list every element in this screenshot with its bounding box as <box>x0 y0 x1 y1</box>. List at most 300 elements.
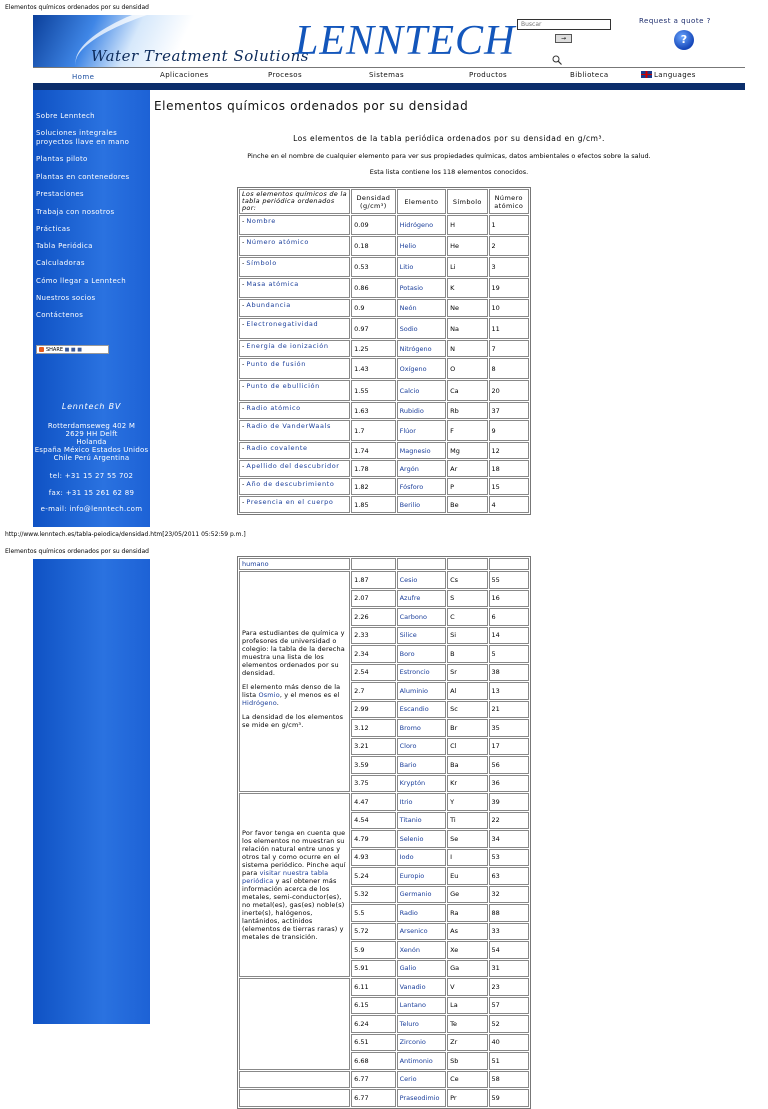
symbol-cell: Ca <box>447 380 487 401</box>
symbol-cell: K <box>447 278 487 298</box>
sort-option[interactable]: - Punto de fusión <box>239 358 350 379</box>
element-cell[interactable] <box>397 849 447 867</box>
element-cell[interactable] <box>397 496 447 513</box>
sort-option-link[interactable]: Punto de fusión <box>246 360 306 368</box>
number-cell: 35 <box>489 719 529 737</box>
density-cell: 2.33 <box>351 627 395 645</box>
email-label: e-mail: <box>40 505 67 513</box>
number-cell: 34 <box>489 830 529 848</box>
intro-instructions: Pinche en el nombre de cualquier elemento para ver sus propiedades químicas, datos ambientales o efectos sobre la salud. <box>247 152 651 160</box>
sort-option[interactable]: - Electronegatividad <box>239 318 350 339</box>
company-tel: tel: +31 15 27 55 702 <box>49 472 134 480</box>
density-cell: 6.77 <box>351 1071 395 1089</box>
print-footer-url: http://www.lenntech.es/tabla-peiodica/densidad.htm[23/05/2011 05:52:59 p.m.] <box>5 531 246 538</box>
element-cell-link[interactable]: Cesio <box>399 575 418 584</box>
table-row <box>239 402 529 419</box>
symbol-cell: C <box>447 608 487 626</box>
element-cell-link[interactable]: Teluro <box>399 1019 419 1028</box>
table-header-row <box>239 189 529 214</box>
sort-option[interactable]: - Abundancia <box>239 299 350 317</box>
symbol-cell: Ne <box>447 299 487 317</box>
density-cell: 2.34 <box>351 645 395 663</box>
element-cell-link[interactable]: Bromo <box>399 723 421 732</box>
search-input[interactable] <box>517 19 611 30</box>
symbol-cell: Mg <box>447 442 487 459</box>
element-cell-link[interactable]: Fósforo <box>399 482 424 491</box>
symbol-cell: V <box>447 978 487 996</box>
element-cell-link[interactable]: Itrio <box>399 797 413 806</box>
element-cell-link[interactable]: Nitrógeno <box>399 344 432 353</box>
header-element: Elemento <box>397 189 447 214</box>
symbol-cell: Ga <box>447 960 487 978</box>
symbol-cell: La <box>447 997 487 1015</box>
element-cell[interactable] <box>397 460 447 477</box>
element-cell[interactable] <box>397 923 447 941</box>
header-description <box>239 189 350 214</box>
sort-option-link[interactable]: Nombre <box>246 217 276 225</box>
element-cell-link[interactable]: Cerio <box>399 1075 417 1084</box>
symbol-cell: Ba <box>447 756 487 774</box>
element-cell-link[interactable]: Oxígeno <box>399 364 427 373</box>
element-cell-link[interactable]: Magnesio <box>399 446 431 455</box>
symbol-cell: Rb <box>447 402 487 419</box>
symbol-cell: Ar <box>447 460 487 477</box>
density-cell: 3.75 <box>351 775 395 793</box>
element-cell-link[interactable]: Calcio <box>399 386 420 395</box>
osmio-link[interactable]: Osmio <box>258 690 280 699</box>
density-cell: 0.09 <box>351 215 395 235</box>
table-row <box>239 571 529 589</box>
element-cell[interactable] <box>397 1089 447 1107</box>
table-row <box>239 1071 529 1089</box>
number-cell: 36 <box>489 775 529 793</box>
print-header-title: Elementos químicos ordenados por su densidad <box>5 4 149 11</box>
sort-option-continued[interactable] <box>239 558 350 570</box>
table-row <box>239 340 529 357</box>
sort-option-link[interactable]: Abundancia <box>246 301 291 309</box>
note-text: , y el menos es el <box>279 690 340 699</box>
lenntech-logo[interactable]: LENNTECH <box>295 18 516 64</box>
symbol-cell: Be <box>447 496 487 513</box>
number-cell: 38 <box>489 664 529 682</box>
density-cell: 5.91 <box>351 960 395 978</box>
number-cell: 7 <box>489 340 529 357</box>
table-row <box>239 358 529 379</box>
number-cell: 53 <box>489 849 529 867</box>
table-row <box>239 257 529 277</box>
address-line: Rotterdamseweg 402 M <box>47 422 136 430</box>
header-density: Densidad (g/cm³) <box>351 189 395 214</box>
sort-option-link[interactable]: Masa atómica <box>246 280 299 288</box>
note-paragraph <box>242 683 347 707</box>
element-cell-link[interactable]: Aluminio <box>399 686 429 695</box>
banner <box>33 15 745 67</box>
sort-option-link[interactable]: Símbolo <box>246 259 277 267</box>
nav-languages-label: Languages <box>654 71 696 79</box>
element-cell[interactable] <box>397 215 447 235</box>
symbol-cell: P <box>447 478 487 495</box>
symbol-cell: Si <box>447 627 487 645</box>
sort-option-link[interactable]: Presencia en el cuerpo <box>246 498 334 506</box>
density-cell: 4.54 <box>351 812 395 830</box>
sort-option-link[interactable]: Radio de VanderWaals <box>246 422 331 430</box>
element-cell-link[interactable]: Bario <box>399 760 417 769</box>
share-button[interactable]: SHARE ■ ■ ■ <box>36 345 109 354</box>
element-cell[interactable] <box>397 960 447 978</box>
number-cell: 15 <box>489 478 529 495</box>
sort-option-link[interactable]: humano <box>242 560 269 568</box>
element-cell-link[interactable]: Zirconio <box>399 1038 426 1047</box>
number-cell: 10 <box>489 299 529 317</box>
element-cell-link[interactable]: Argón <box>399 464 419 473</box>
number-cell: 40 <box>489 1034 529 1052</box>
element-cell-link[interactable]: Estroncio <box>399 668 430 677</box>
element-cell-link[interactable]: Radio <box>399 908 418 917</box>
sort-option[interactable]: - Radio atómico <box>239 402 350 419</box>
element-cell[interactable] <box>397 812 447 830</box>
element-cell-link[interactable]: Berilio <box>399 500 421 509</box>
sort-option[interactable]: - Punto de ebullición <box>239 380 350 401</box>
sidebar-item-soluciones[interactable]: Soluciones integrales proyectos llave en mano <box>36 129 130 146</box>
density-cell: 5.5 <box>351 904 395 922</box>
sidebar-item-calculadoras[interactable]: Calculadoras <box>36 259 85 267</box>
sort-option[interactable]: - Año de descubrimiento <box>239 478 350 495</box>
number-cell: 9 <box>489 420 529 441</box>
element-cell[interactable] <box>397 682 447 700</box>
density-cell: 6.68 <box>351 1052 395 1070</box>
sort-option-link[interactable]: Apellido del descubridor <box>246 462 340 470</box>
nav-productos[interactable]: Productos <box>469 71 508 79</box>
sidebar-item-socios[interactable]: Nuestros socios <box>36 294 96 302</box>
element-cell[interactable] <box>397 299 447 317</box>
density-cell: 2.26 <box>351 608 395 626</box>
email-link[interactable]: info@lenntech.com <box>69 505 143 513</box>
element-cell[interactable] <box>397 340 447 357</box>
element-cell[interactable] <box>397 318 447 339</box>
element-cell-link[interactable]: Helio <box>399 242 417 250</box>
element-cell-link[interactable]: Litio <box>399 263 414 271</box>
element-cell[interactable] <box>397 627 447 645</box>
table-row <box>239 978 529 996</box>
sort-option[interactable]: - Energía de ionización <box>239 340 350 357</box>
density-cell: 1.7 <box>351 420 395 441</box>
hidrogeno-link[interactable]: Hidrógeno <box>242 698 277 707</box>
element-cell-link[interactable]: Praseodimio <box>399 1093 440 1102</box>
element-cell-link[interactable]: Azufre <box>399 594 421 603</box>
number-cell: 33 <box>489 923 529 941</box>
symbol-cell: Zr <box>447 1034 487 1052</box>
symbol-cell: Cl <box>447 738 487 756</box>
element-cell[interactable] <box>397 867 447 885</box>
symbol-cell: O <box>447 358 487 379</box>
number-cell: 16 <box>489 590 529 608</box>
density-cell: 2.7 <box>351 682 395 700</box>
sort-option[interactable]: - Apellido del descubridor <box>239 460 350 477</box>
element-cell[interactable] <box>397 830 447 848</box>
element-cell[interactable] <box>397 236 447 256</box>
question-icon[interactable]: ? <box>674 30 694 50</box>
element-cell[interactable] <box>397 701 447 719</box>
symbol-cell: Ti <box>447 812 487 830</box>
sidebar-item-como-llegar[interactable]: Cómo llegar a Lenntech <box>36 277 126 285</box>
symbol-cell: N <box>447 340 487 357</box>
number-cell: 57 <box>489 997 529 1015</box>
density-cell: 1.87 <box>351 571 395 589</box>
sidebar-item-trabaja[interactable]: Trabaja con nosotros <box>36 208 115 216</box>
element-cell[interactable] <box>397 478 447 495</box>
table-row <box>239 278 529 298</box>
empty-cell <box>239 1089 350 1107</box>
symbol-cell: Li <box>447 257 487 277</box>
density-cell: 2.07 <box>351 590 395 608</box>
density-cell: 0.97 <box>351 318 395 339</box>
request-quote-link[interactable]: Request a quote ? <box>639 17 711 25</box>
element-cell-link[interactable]: Iodo <box>399 853 414 862</box>
symbol-cell: Ge <box>447 886 487 904</box>
element-cell[interactable] <box>397 608 447 626</box>
nav-stripe <box>33 83 745 90</box>
number-cell: 2 <box>489 236 529 256</box>
element-cell[interactable] <box>397 1034 447 1052</box>
number-cell: 20 <box>489 380 529 401</box>
symbol-cell: B <box>447 645 487 663</box>
sidebar-item-sobre-lenntech[interactable]: Sobre Lenntech <box>36 112 95 120</box>
number-cell: 32 <box>489 886 529 904</box>
element-cell[interactable] <box>397 738 447 756</box>
density-cell: 1.78 <box>351 460 395 477</box>
symbol-cell: Sr <box>447 664 487 682</box>
element-cell-link[interactable]: Boro <box>399 649 415 658</box>
sort-option-link[interactable]: Radio atómico <box>246 404 301 412</box>
sort-option[interactable]: - Presencia en el cuerpo <box>239 496 350 513</box>
symbol-cell: As <box>447 923 487 941</box>
company-name: Lenntech BV <box>61 402 122 411</box>
element-cell[interactable] <box>397 756 447 774</box>
element-cell-link[interactable]: Europio <box>399 871 425 880</box>
number-cell: 22 <box>489 812 529 830</box>
density-cell: 3.59 <box>351 756 395 774</box>
table-row <box>239 478 529 495</box>
number-cell: 21 <box>489 701 529 719</box>
number-cell: 23 <box>489 978 529 996</box>
header-description-text: Los elementos químicos de la tabla periódica ordenados por: <box>242 190 347 212</box>
element-cell-link[interactable]: Arsenico <box>399 927 428 936</box>
element-cell-link[interactable]: Flúor <box>399 426 416 435</box>
table-row <box>239 496 529 513</box>
element-cell-link[interactable]: Carbono <box>399 612 428 621</box>
share-label: SHARE <box>46 347 63 353</box>
density-cell: 1.25 <box>351 340 395 357</box>
element-cell-link[interactable]: Vanadio <box>399 982 426 991</box>
sort-option[interactable]: - Símbolo <box>239 257 350 277</box>
sort-option-link[interactable]: Año de descubrimiento <box>246 480 335 488</box>
number-cell: 5 <box>489 645 529 663</box>
element-cell[interactable] <box>397 420 447 441</box>
sidebar-item-contactenos[interactable]: Contáctenos <box>36 311 84 319</box>
table-row <box>239 1089 529 1107</box>
density-cell: 5.24 <box>351 867 395 885</box>
density-cell: 1.74 <box>351 442 395 459</box>
element-cell[interactable] <box>397 793 447 811</box>
density-cell: 1.85 <box>351 496 395 513</box>
sort-option[interactable]: - Número atómico <box>239 236 350 256</box>
element-cell-link[interactable]: Kryptón <box>399 779 426 788</box>
sidebar-item-practicas[interactable]: Prácticas <box>36 225 71 233</box>
number-cell: 8 <box>489 358 529 379</box>
tagline: Water Treatment Solutions <box>91 47 309 65</box>
sidebar-item-plantas-contenedores[interactable]: Plantas en contenedores <box>36 173 130 181</box>
density-cell: 1.43 <box>351 358 395 379</box>
number-cell: 63 <box>489 867 529 885</box>
element-cell-link[interactable]: Xenón <box>399 945 420 954</box>
element-cell-link[interactable]: Silice <box>399 631 417 640</box>
element-cell[interactable] <box>397 442 447 459</box>
table-row <box>239 236 529 256</box>
nav-sistemas[interactable]: Sistemas <box>369 71 405 79</box>
sort-option-link[interactable]: Radio covalente <box>246 444 308 452</box>
address-line: Chile Perú Argentina <box>53 454 130 462</box>
element-cell-link[interactable]: Cloro <box>399 742 417 751</box>
number-cell: 55 <box>489 571 529 589</box>
page-1 <box>33 15 745 527</box>
nav-languages[interactable] <box>641 71 696 79</box>
page-2 <box>33 559 745 1102</box>
element-cell[interactable] <box>397 997 447 1015</box>
note-paragraph: La densidad de los elementos se mide en g/cm³. <box>242 712 344 729</box>
sidebar-item-plantas-piloto[interactable]: Plantas piloto <box>36 155 88 163</box>
element-cell-link[interactable]: Antimonio <box>399 1056 433 1065</box>
address-line: España México Estados Unidos <box>34 446 149 454</box>
nav-aplicaciones[interactable]: Aplicaciones <box>160 71 209 79</box>
share-icon <box>39 347 44 352</box>
element-cell-link[interactable]: Escandio <box>399 705 429 714</box>
empty-cell <box>239 978 350 1070</box>
element-cell-link[interactable]: Selenio <box>399 834 424 843</box>
number-cell <box>489 558 529 570</box>
density-cell: 1.82 <box>351 478 395 495</box>
nav-home[interactable]: Home <box>72 73 95 81</box>
number-cell: 56 <box>489 756 529 774</box>
element-cell[interactable] <box>397 645 447 663</box>
density-table-continued <box>237 556 531 1109</box>
number-cell: 3 <box>489 257 529 277</box>
sort-option-link[interactable]: Electronegatividad <box>246 320 319 328</box>
info-note-students <box>239 571 350 792</box>
density-table <box>237 187 531 515</box>
sort-option-link[interactable]: Punto de ebullición <box>246 382 320 390</box>
table-row <box>239 299 529 317</box>
periodic-table-link[interactable]: visitar nuestra tabla periódica <box>242 869 329 885</box>
sidebar-item-prestaciones[interactable]: Prestaciones <box>36 190 84 198</box>
density-cell: 6.51 <box>351 1034 395 1052</box>
element-cell[interactable] <box>397 571 447 589</box>
header-symbol: Símbolo <box>447 189 487 214</box>
sort-option[interactable]: - Radio covalente <box>239 442 350 459</box>
element-cell-link[interactable]: Titanio <box>399 816 422 825</box>
element-cell[interactable] <box>397 978 447 996</box>
sidebar-item-tabla-periodica[interactable]: Tabla Periódica <box>36 242 93 250</box>
symbol-cell: Br <box>447 719 487 737</box>
element-cell[interactable] <box>397 380 447 401</box>
symbol-cell: Sc <box>447 701 487 719</box>
number-cell: 59 <box>489 1089 529 1107</box>
element-cell[interactable] <box>397 904 447 922</box>
symbol-cell: Na <box>447 318 487 339</box>
number-cell: 88 <box>489 904 529 922</box>
element-cell[interactable] <box>397 402 447 419</box>
info-note-periodic <box>239 793 350 977</box>
symbol-cell: Ce <box>447 1071 487 1089</box>
sort-option-link[interactable]: Número atómico <box>246 238 309 246</box>
number-cell: 51 <box>489 1052 529 1070</box>
address-line: 2629 HH Delft <box>65 430 118 438</box>
symbol-cell: Pr <box>447 1089 487 1107</box>
element-cell[interactable] <box>397 719 447 737</box>
element-cell-link[interactable]: Potasio <box>399 284 423 292</box>
density-cell: 2.99 <box>351 701 395 719</box>
element-cell[interactable] <box>397 1052 447 1070</box>
nav-procesos[interactable]: Procesos <box>268 71 303 79</box>
page-title: Elementos químicos ordenados por su densidad <box>154 99 469 113</box>
element-cell[interactable] <box>397 664 447 682</box>
intro-text: Los elementos de la tabla periódica ordenados por su densidad en g/cm³. <box>293 134 605 143</box>
element-cell[interactable] <box>397 358 447 379</box>
density-cell: 4.93 <box>351 849 395 867</box>
uk-flag-icon <box>641 71 652 78</box>
element-cell-link[interactable]: Galio <box>399 964 417 973</box>
search-button[interactable]: → <box>555 34 572 43</box>
number-cell: 31 <box>489 960 529 978</box>
density-cell: 0.86 <box>351 278 395 298</box>
note-text: Por favor tenga en cuenta que los elementos no muestran su relación natural entre unos y otros tal y como ocurre en el sistema periódico. Pinche aquí para <box>242 829 346 877</box>
element-cell[interactable] <box>397 941 447 959</box>
element-cell-link[interactable]: Hidrógeno <box>399 221 434 229</box>
symbol-cell <box>447 558 487 570</box>
element-cell <box>397 558 447 570</box>
element-cell-link[interactable]: Rubidio <box>399 406 424 415</box>
element-cell-link[interactable]: Sodio <box>399 324 418 333</box>
density-cell: 0.9 <box>351 299 395 317</box>
symbol-cell: F <box>447 420 487 441</box>
symbol-cell: Te <box>447 1015 487 1033</box>
sort-option[interactable]: - Radio de VanderWaals <box>239 420 350 441</box>
nav-biblioteca[interactable]: Biblioteca <box>570 71 609 79</box>
element-cell-link[interactable]: Neón <box>399 304 417 312</box>
sort-option-link[interactable]: Energía de ionización <box>246 342 329 350</box>
element-cell-link[interactable]: Lantano <box>399 1001 426 1010</box>
element-cell[interactable] <box>397 775 447 793</box>
symbol-cell: I <box>447 849 487 867</box>
element-cell[interactable] <box>397 1071 447 1089</box>
note-paragraph: Para estudiantes de química y profesores de universidad o colegio: la tabla de la derecha muestra una lista de los elementos ordenados por su densidad. <box>242 628 345 677</box>
symbol-cell: S <box>447 590 487 608</box>
header-number: Número atómico <box>489 189 529 214</box>
element-cell[interactable] <box>397 278 447 298</box>
element-cell-link[interactable]: Germanio <box>399 890 432 899</box>
element-cell[interactable] <box>397 590 447 608</box>
sort-option[interactable]: - Nombre <box>239 215 350 235</box>
number-cell: 39 <box>489 793 529 811</box>
number-cell: 19 <box>489 278 529 298</box>
sort-option[interactable]: - Masa atómica <box>239 278 350 298</box>
density-cell: 4.47 <box>351 793 395 811</box>
symbol-cell: Sb <box>447 1052 487 1070</box>
element-cell[interactable] <box>397 257 447 277</box>
number-cell: 52 <box>489 1015 529 1033</box>
element-cell[interactable] <box>397 1015 447 1033</box>
table-row <box>239 215 529 235</box>
element-cell[interactable] <box>397 886 447 904</box>
